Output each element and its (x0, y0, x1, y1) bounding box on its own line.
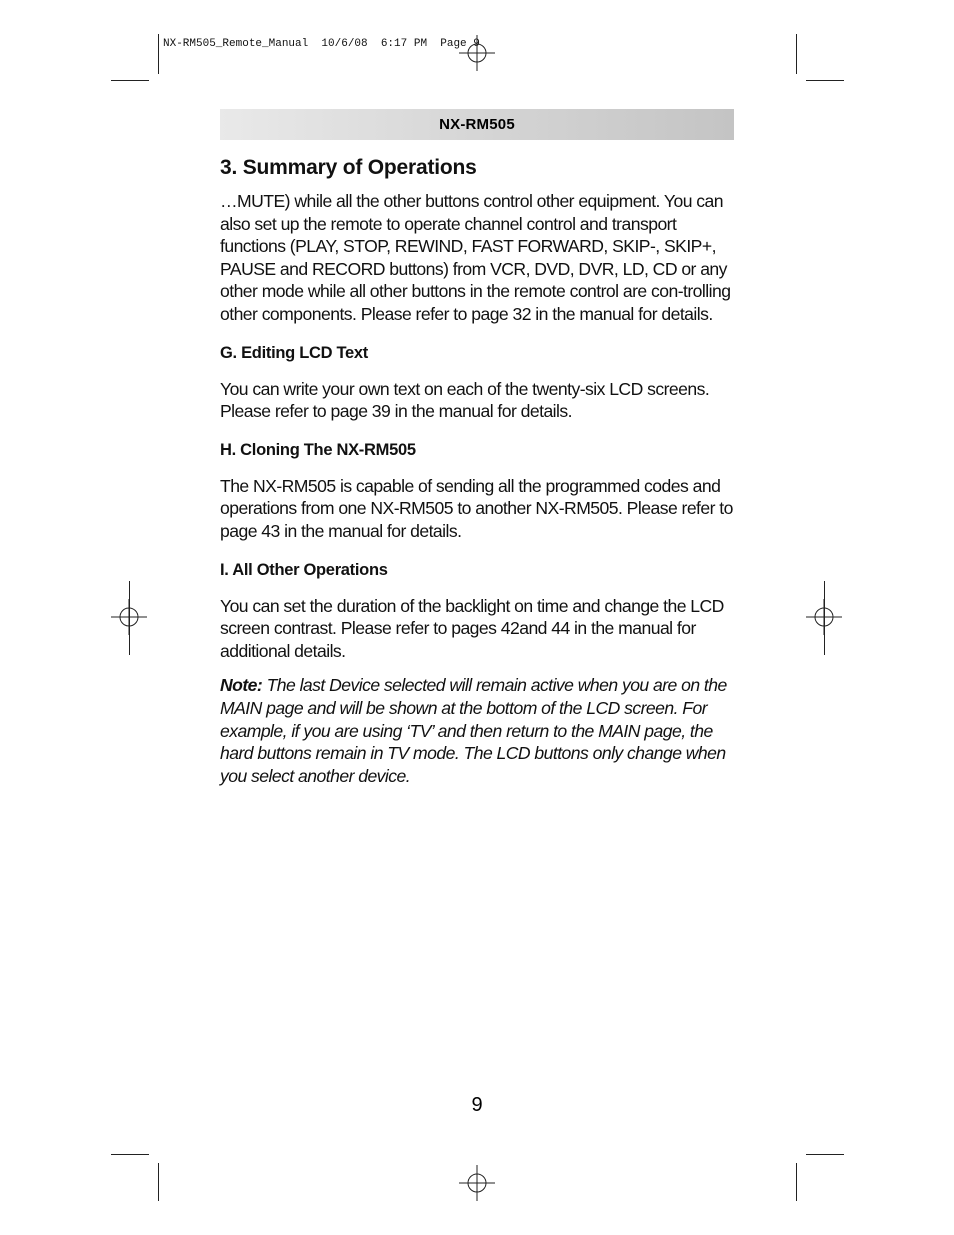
model-label: NX-RM505 (439, 116, 515, 133)
crop-mark (806, 80, 844, 81)
crop-mark (111, 80, 149, 81)
subheading-editing-lcd: G. Editing LCD Text (220, 343, 368, 362)
header-bar (220, 109, 734, 140)
crop-mark (796, 1163, 797, 1201)
crop-mark (796, 34, 797, 74)
crop-mark (111, 1154, 149, 1155)
registration-mark-icon (459, 1165, 495, 1201)
note-label: Note: (220, 675, 263, 696)
print-slug: NX-RM505_Remote_Manual 10/6/08 6:17 PM Page 9 (163, 38, 480, 50)
section-title: 3. Summary of Operations (220, 156, 477, 179)
note-paragraph (220, 674, 736, 787)
paragraph-editing-lcd: You can write your own text on each of the twenty-six LCD screens. Please refer to page 39 in the manual for details. (220, 378, 710, 422)
paragraph-cloning: The NX-RM505 is capable of sending all the programmed codes and operations from one NX-RM505 to another NX-RM505. Please refer to page 43 in the manual for details. (220, 475, 733, 541)
page-content (220, 156, 736, 787)
intro-paragraph: …MUTE) while all the other buttons control other equipment. You can also set up the remote to operate channel control and transport functions (PLAY, STOP, REWIND, FAST FORWARD, SKIP-, SKIP+, PAUSE and RECORD buttons) from VCR, DVD, DVR, LD, CD or any other mode while all other buttons in the remote control are con-trolling other components. Please refer to page 32 in the manual for details. (220, 191, 731, 324)
paragraph-other-operations: You can set the duration of the backlight on time and change the LCD screen contrast. Please refer to pages 42and 44 in the manual for additional details. (220, 595, 724, 661)
subheading-other-operations: I. All Other Operations (220, 560, 388, 579)
crop-mark (824, 581, 825, 655)
crop-mark (806, 1154, 844, 1155)
subheading-cloning: H. Cloning The NX-RM505 (220, 440, 416, 459)
note-text: The last Device selected will remain active when you are on the MAIN page and will be shown at the bottom of the LCD screen. For example, if you are using ‘TV’ and then return to the MAIN page, the hard buttons remain in TV mode. The LCD buttons only change when you select another device. (220, 675, 727, 786)
registration-mark-icon (459, 35, 495, 71)
page-number: 9 (471, 1094, 483, 1116)
crop-mark (158, 34, 159, 74)
crop-mark (158, 1163, 159, 1201)
crop-mark (129, 581, 130, 655)
